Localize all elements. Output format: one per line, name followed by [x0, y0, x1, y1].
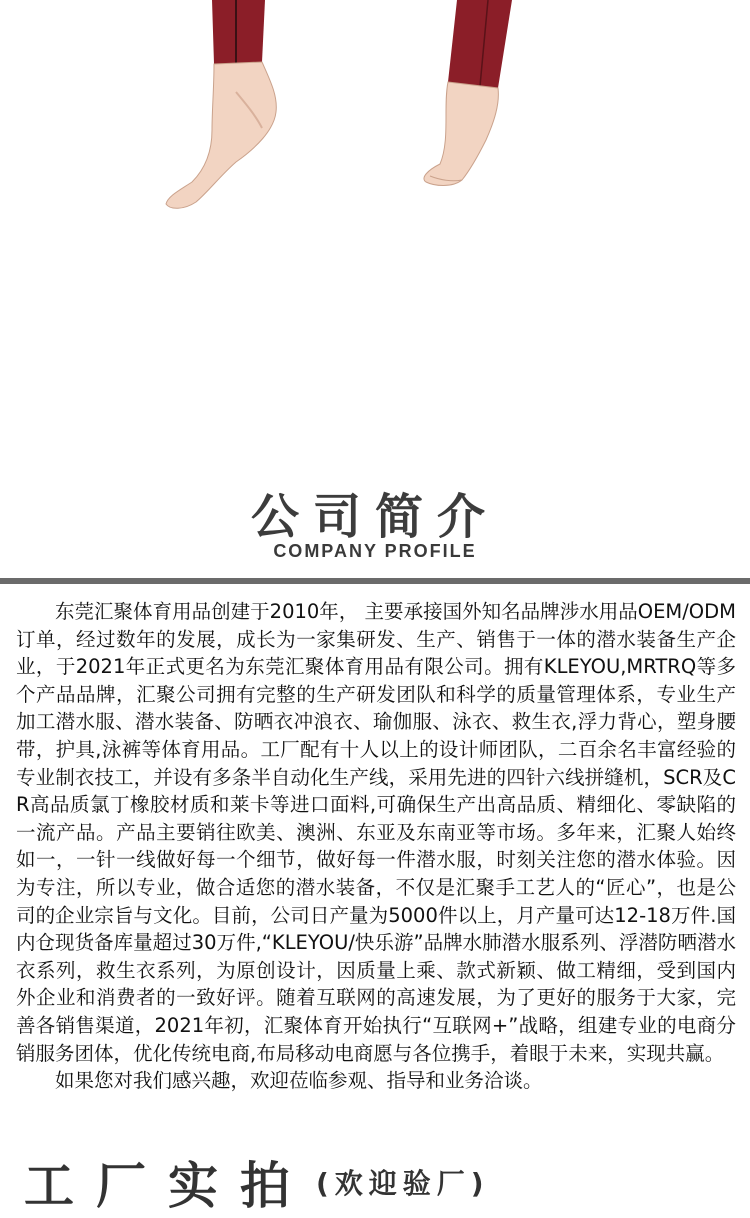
factory-title: 工厂实拍 [24, 1157, 312, 1215]
divider [0, 578, 750, 584]
factory-subtitle: (欢迎验厂) [316, 1167, 490, 1200]
profile-paragraph: 如果您对我们感兴趣，欢迎莅临参观、指导和业务洽谈。 [55, 1069, 543, 1093]
company-profile-text [16, 598, 736, 1095]
section-subtitle: COMPANY PROFILE [273, 541, 477, 561]
right-foot [424, 82, 498, 186]
left-legging [212, 0, 265, 64]
section-title: 公司简介 [250, 489, 499, 545]
product-photo-legs [0, 0, 750, 240]
right-legging [448, 0, 512, 88]
left-foot [166, 62, 276, 208]
factory-heading [24, 1152, 490, 1215]
profile-paragraph: 东莞汇聚体育用品创建于2010年， 主要承接国外知名品牌涉水用品OEM/ODM订单，经过数年的发展，成长为一家集研发、生产、销售于一体的潜水装备生产企业，于2021年正式更名为东莞汇聚体育用品有限公司。拥有KLEYOU,MRTRQ等多个产品品牌，汇聚公司拥有完整的生产研发团队和科学的质量管理体系，专业生产加工潜水服、潜水装备、防晒衣冲浪衣、瑜伽服、泳衣、救生衣,浮力背心，塑身腰带，护具,泳裤等体育用品。工厂配有十人以上的设计师团队，二百余名丰富经验的专业制衣技工，并设有多条半自动化生产线，采用先进的四针六线拼缝机，SCR及CR高品质氯丁橡胶材质和莱卡等进口面料,可确保生产出高品质、精细化、零缺陷的一流产品。产品主要销往欧美、澳洲、东亚及东南亚等市场。多年来，汇聚人始终如一，一针一线做好每一个细节，做好每一件潜水服，时刻关注您的潜水体验。因为专注，所以专业，做合适您的潜水装备，不仅是汇聚手工艺人的“匠心”，也是公司的企业宗旨与文化。目前，公司日产量为5000件以上，月产量可达12-18万件.国内仓现货备库量超过30万件,“KLEYOU/快乐游”品牌水肺潜水服系列、浮潜防晒潜水衣系列，救生衣系列，为原创设计，因质量上乘、款式新颖、做工精细，受到国内外企业和消费者的一致好评。随着互联网的高速发展，为了更好的服务于大家，完善各销售渠道，2021年初，汇聚体育开始执行“互联网+”战略，组建专业的电商分销服务团体，优化传统电商,布局移动电商愿与各位携手，着眼于未来，实现共赢。 [16, 600, 736, 1065]
